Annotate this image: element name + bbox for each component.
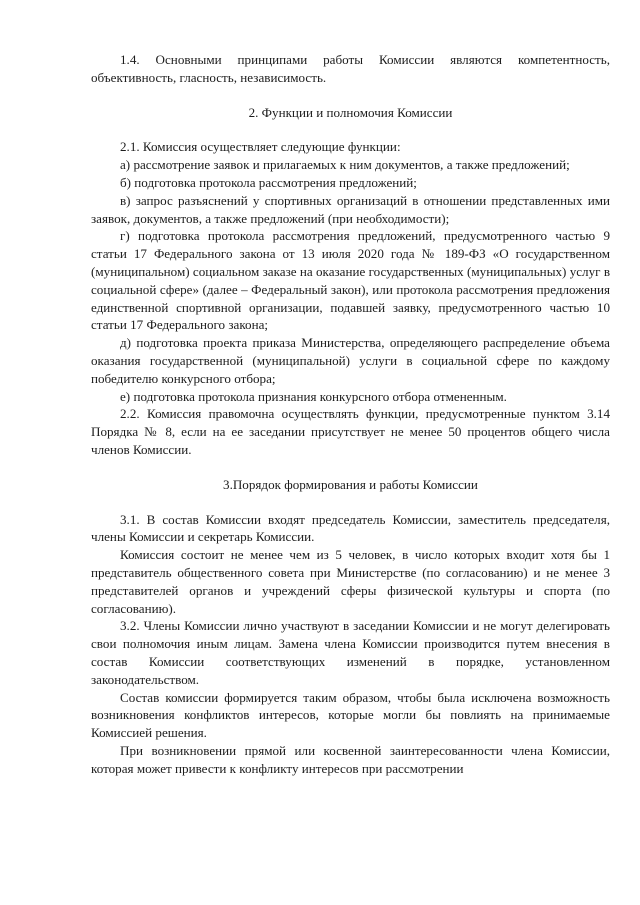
list-item-a: а) рассмотрение заявок и прилагаемых к ним документов, а также предложений; [120, 157, 570, 173]
section-2-heading: 2. Функции и полномочия Комиссии [248, 104, 453, 120]
list-item-d: д) подготовка проекта приказа Министерства, определяющего распределение объема оказания государственной (муниципальной) услуги в социальной сфере по каждому победителю конкурсного отбора; [91, 335, 610, 386]
paragraph-1-4: 1.4. Основными принципами работы Комиссии являются компетентность, объективность, гласность, независимость. [91, 52, 610, 85]
list-item-g: г) подготовка протокола рассмотрения предложений, предусмотренного частью 9 статьи 17 Федерального закона от 13 июля 2020 года № 189-ФЗ «О государственном (муниципальном) социальном заказе на оказание государственных (муниципальных) услуг в социальной сфере» (далее – Федеральный закон), или протокола рассмотрения предложения единственной спортивной организации, подавшей заявку, предусмотренного частью 10 статьи 17 Федерального закона; [91, 228, 610, 333]
section-2-body [91, 138, 610, 458]
paragraph-3-1: 3.1. В состав Комиссии входят председатель Комиссии, заместитель председателя, члены Комиссии и секретарь Комиссии. [91, 511, 610, 545]
list-item-e: е) подготовка протокола признания конкурсного отбора отмененным. [120, 388, 507, 404]
section-3-heading: 3.Порядок формирования и работы Комиссии [223, 476, 478, 492]
list-item-v: в) запрос разъяснений у спортивных организаций в отношении представленных ими заявок, документов, а также предложений (при необходимости); [91, 192, 610, 226]
section-3-body [91, 511, 610, 778]
paragraph-2-2: 2.2. Комиссия правомочна осуществлять функции, предусмотренные пунктом 3.14 Порядка № 8, если на ее заседании присутствует не менее 50 процентов общего числа членов Комиссии. [91, 406, 610, 457]
list-item-b: б) подготовка протокола рассмотрения предложений; [120, 174, 417, 190]
paragraph-2-1: 2.1. Комиссия осуществляет следующие функции: [120, 139, 401, 155]
paragraph-conflict-of-interest: При возникновении прямой или косвенной заинтересованности члена Комиссии, которая может привести к конфликту интересов при рассмотрении [91, 742, 610, 776]
paragraph-commission-size: Комиссия состоит не менее чем из 5 человек, в число которых входит хотя бы 1 представитель общественного совета при Министерстве (по согласованию) и не менее 3 представителей органов и учреждений сферы физической культуры и спорта (по согласованию). [91, 547, 610, 616]
paragraph-3-2: 3.2. Члены Комиссии лично участвуют в заседании Комиссии и не могут делегировать свои полномочия иным лицам. Замена члена Комиссии производится путем внесения в состав Комиссии соответствующих изменений в порядке, установленном законодательством. [91, 618, 610, 687]
paragraph-composition: Состав комиссии формируется таким образом, чтобы была исключена возможность возникновения конфликтов интересов, которые могли бы повлиять на принимаемые Комиссией решения. [91, 689, 610, 741]
